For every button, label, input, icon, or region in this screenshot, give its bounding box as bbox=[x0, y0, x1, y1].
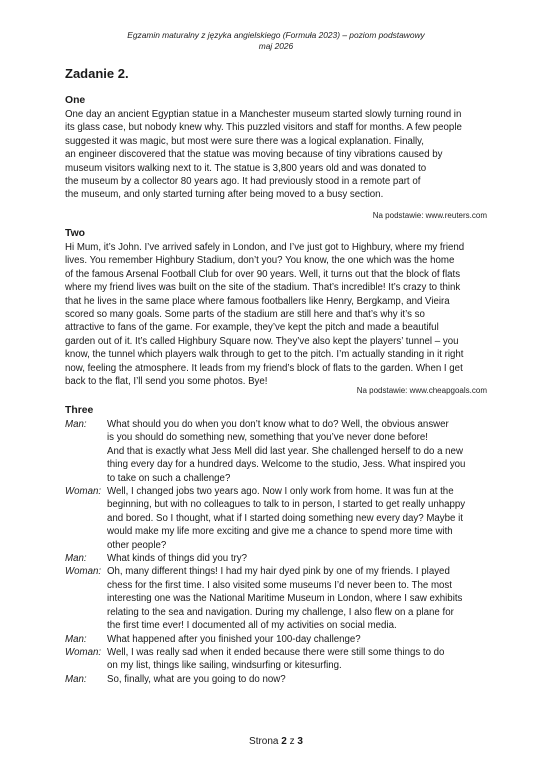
text-line: know, the tunnel which players walk through to get to the pitch. I’m actually standing in it right bbox=[65, 349, 464, 361]
text-line: its glass case, but nobody knew why. This puzzled visitors and staff for months. A few people bbox=[65, 122, 462, 134]
page-number-prefix: Strona bbox=[249, 736, 282, 747]
speaker-label: Man: bbox=[65, 673, 87, 685]
speaker-label: Woman: bbox=[65, 646, 102, 658]
speech-text bbox=[107, 418, 465, 485]
text-line: What should you do when you don’t know what to do? Well, the obvious answer bbox=[107, 419, 449, 430]
speech-text bbox=[107, 485, 465, 552]
speech-text bbox=[107, 646, 444, 673]
text-line: Oh, many different things! I had my hair dyed pink by one of my friends. I played bbox=[107, 566, 450, 578]
text-line: Well, I changed jobs two years ago. Now I only work from home. It was fun at the bbox=[107, 486, 454, 498]
dialog-turn bbox=[65, 673, 505, 686]
speaker-label: Man: bbox=[65, 553, 87, 565]
text-line: the museum, and only started turning after being moved to a busy section. bbox=[65, 189, 384, 201]
speaker-label: Man: bbox=[65, 419, 87, 430]
header-exam-title: Egzamin maturalny z języka angielskiego (Formuła 2023) – poziom podstawowy bbox=[127, 30, 425, 40]
text-line: So, finally, what are you going to do now? bbox=[107, 673, 286, 685]
dialog-turn bbox=[65, 552, 505, 565]
header-date: maj 2026 bbox=[258, 41, 294, 51]
section-one-source: Na podstawie: www.reuters.com bbox=[372, 211, 487, 220]
text-line: chess for the first time. I also visited some museums I’d never been to. The most bbox=[107, 579, 452, 591]
speaker-label: Woman: bbox=[65, 566, 102, 578]
text-line: suggested it was magic, but most were sure there was a logical explanation. Finally, bbox=[65, 135, 424, 147]
text-line: that he lives in the same place where famous footballers like Henry, Bergkamp, and Vieira bbox=[65, 295, 450, 307]
text-line: lives. You remember Highbury Stadium, don’t you? You know, the one which was the home bbox=[65, 255, 455, 267]
text-line: What kinds of things did you try? bbox=[107, 553, 248, 565]
speech-text bbox=[107, 565, 462, 632]
dialog-turn bbox=[65, 485, 505, 552]
speaker-label: Man: bbox=[65, 633, 87, 645]
text-line: is you should do something new, something that you’ve never done before! bbox=[107, 432, 428, 444]
text-line: would make my life more exciting and give me a chance to spend more time with bbox=[107, 526, 453, 538]
page-number bbox=[0, 736, 552, 747]
text-line: other people? bbox=[107, 539, 167, 551]
page-number-separator: z bbox=[286, 736, 298, 747]
page-header bbox=[0, 30, 552, 52]
dialog-turn bbox=[65, 646, 505, 673]
speech-text bbox=[107, 633, 361, 646]
section-one-text bbox=[65, 108, 493, 202]
text-line: and bored. So I thought, what if I started doing something new every day? Maybe it bbox=[107, 512, 463, 524]
text-line: museum visitors walking next to it. The statue is 3,800 years old and was donated to bbox=[65, 162, 427, 174]
text-line: of the famous Arsenal Football Club for over 90 years. Well, it turns out that the block of flats bbox=[65, 268, 461, 280]
section-two-text bbox=[65, 241, 493, 388]
text-line: attractive to fans of the game. For example, they’ve kept the pitch and made a beautiful bbox=[65, 322, 439, 334]
section-three-heading: Three bbox=[65, 405, 94, 416]
text-line: on my list, things like sailing, windsurfing or kitesurfing. bbox=[107, 660, 342, 672]
text-line: scored so many goals. Some parts of the stadium are still here and that’s why it’s so bbox=[65, 309, 425, 321]
text-line: an engineer discovered that the statue was moving because of tiny vibrations caused by bbox=[65, 149, 443, 161]
text-line: now, feeling the atmosphere. It leads from my friend’s block of flats to the garden. When I get bbox=[65, 362, 463, 374]
text-line: beginning, but with no colleagues to talk to in person, I started to get really unhappy bbox=[107, 499, 466, 511]
text-line: garden out of it. It’s called Highbury Square now. They’ve also kept the players’ tunnel – you bbox=[65, 335, 459, 347]
dialog-turn bbox=[65, 418, 505, 485]
page-number-total: 3 bbox=[297, 736, 303, 747]
text-line: back to the flat, I’ll send you some photos. Bye! bbox=[65, 376, 268, 388]
text-line: the first time ever! I documented all of my activities on social media. bbox=[107, 620, 397, 632]
dialog-transcript bbox=[65, 418, 505, 686]
text-line: interesting one was the National Maritime Museum in London, where I saw exhibits bbox=[107, 593, 463, 605]
task-title: Zadanie 2. bbox=[65, 66, 129, 81]
text-line: where my friend lives was built on the site of the stadium. That’s incredible! It’s crazy to think bbox=[65, 282, 461, 294]
text-line: Well, I was really sad when it ended because there were still some things to do bbox=[107, 646, 445, 658]
text-line: And that is exactly what Jess Mell did last year. She challenged herself to do a new bbox=[107, 445, 463, 457]
speech-text bbox=[107, 673, 286, 686]
speech-text bbox=[107, 552, 247, 565]
text-line: One day an ancient Egyptian statue in a Manchester museum started slowly turning round in bbox=[65, 109, 462, 120]
text-line: thing every day for a hundred days. Welcome to the studio, Jess. What inspired you bbox=[107, 459, 466, 471]
text-line: to take on such a challenge? bbox=[107, 472, 231, 484]
dialog-turn bbox=[65, 565, 505, 632]
section-one-heading: One bbox=[65, 95, 86, 106]
speaker-label: Woman: bbox=[65, 486, 102, 498]
text-line: relating to the sea and navigation. During my challenge, I also flew on a plane for bbox=[107, 606, 454, 618]
section-two-source: Na podstawie: www.cheapgoals.com bbox=[356, 386, 487, 395]
text-line: the museum by a collector 80 years ago. It had previously stood in a remote part of bbox=[65, 176, 421, 188]
text-line: Hi Mum, it’s John. I’ve arrived safely in London, and I’ve just got to Highbury, where my friend bbox=[65, 242, 465, 253]
text-line: What happened after you finished your 100-day challenge? bbox=[107, 633, 361, 645]
page-number-current: 2 bbox=[281, 736, 287, 747]
section-two-heading: Two bbox=[65, 228, 86, 239]
dialog-turn bbox=[65, 633, 505, 646]
